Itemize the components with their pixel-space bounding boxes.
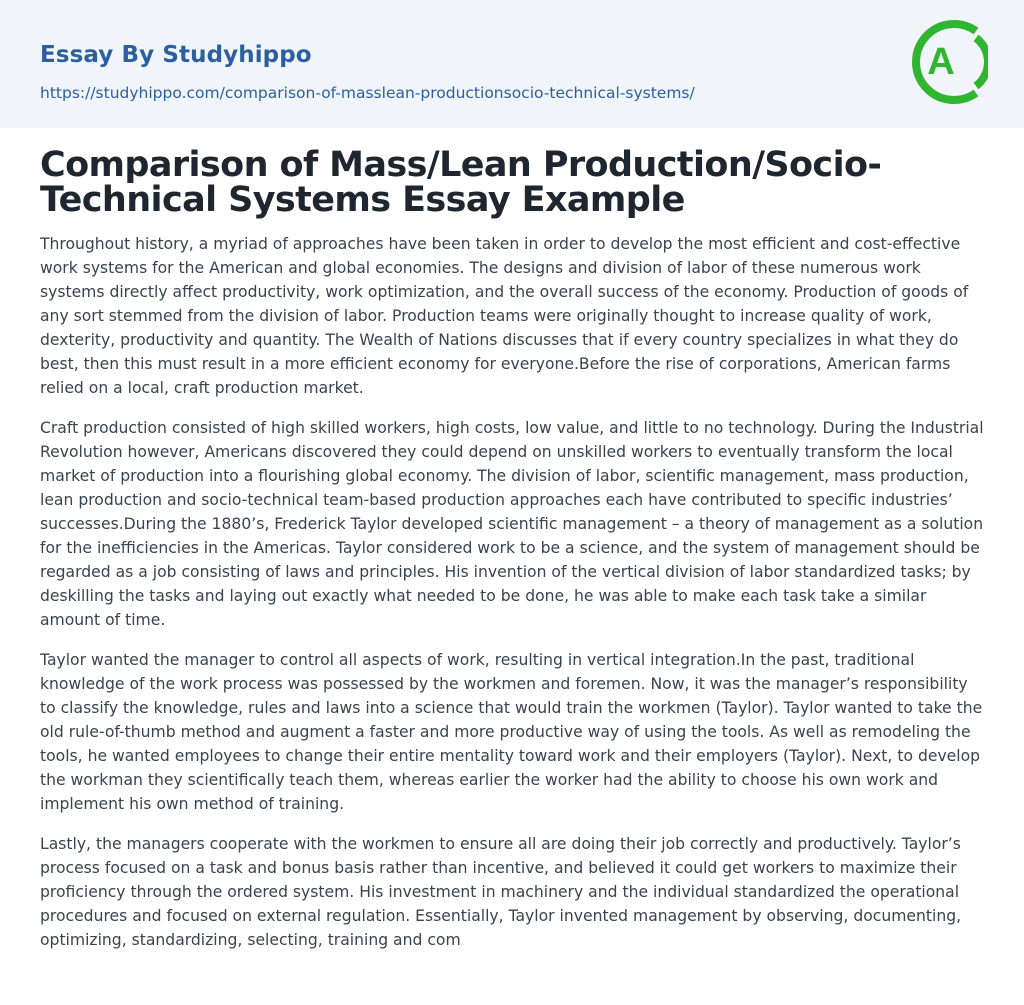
page-title: Comparison of Mass/Lean Production/Socio-Technical Systems Essay Example	[40, 145, 882, 220]
logo-letter: A	[927, 41, 955, 83]
article-paragraph: Throughout history, a myriad of approaches have been taken in order to develop the most efficient and cost-effective work systems for the American and global economies. The designs and division of labor of these numerous work systems directly affect productivity, work optimization, and the overall success of the economy. Production of goods of any sort stemmed from the division of labor. Production teams were originally thought to increase quality of work, dexterity, productivity and quantity. The Wealth of Nations discusses that if every country specializes in what they do best, then this must result in a more efficient economy for everyone.Before the rise of corporations, American farms relied on a local, craft production market.	[40, 235, 969, 397]
article-paragraph: Lastly, the managers cooperate with the workmen to ensure all are doing their job correctly and productively. Taylor’s process focused on a task and bonus basis rather than incentive, and believed it could get workers to maximize their proficiency through the ordered system. His investment in machinery and the individual standardized the operational procedures and focused on external regulation. Essentially, Taylor invented management by observing, documenting, optimizing, standardizing, selecting, training and com	[40, 835, 962, 949]
site-brand[interactable]: Essay By Studyhippo	[40, 42, 312, 68]
article-paragraph: Craft production consisted of high skilled workers, high costs, low value, and little to no technology. During the Industrial Revolution however, Americans discovered they could depend on unskilled workers to eventually transform the local market of production into a flourishing global economy. The division of labor, scientific management, mass production, lean production and socio-technical team-based production approaches each have contributed to specific industries’ successes.During the 1880’s, Frederick Taylor developed scientific management – a theory of management as a solution for the inefficiencies in the Americas. Taylor considered work to be a science, and the system of management should be regarded as a job consisting of laws and principles. His invention of the vertical division of labor standardized tasks; by deskilling the tasks and laying out exactly what needed to be done, he was able to make each task take a similar amount of time.	[40, 419, 984, 629]
article-paragraph: Taylor wanted the manager to control all aspects of work, resulting in vertical integration.In the past, traditional knowledge of the work process was possessed by the workmen and foremen. Now, it was the manager’s responsibility to classify the knowledge, rules and laws into a science that would train the workmen (Taylor). Taylor wanted to take the old rule-of-thumb method and augment a faster and more productive way of using the tools. As well as remodeling the tools, he wanted employees to change their entire mentality toward work and their employers (Taylor). Next, to develop the workman they scientifically teach them, whereas earlier the worker had the ability to choose his own work and implement his own method of training.	[40, 651, 983, 813]
studyhippo-logo-icon[interactable]	[910, 18, 988, 106]
page-url-link[interactable]: https://studyhippo.com/comparison-of-masslean-productionsocio-technical-systems/	[40, 84, 695, 102]
site-header	[0, 0, 1024, 128]
article	[40, 145, 986, 952]
